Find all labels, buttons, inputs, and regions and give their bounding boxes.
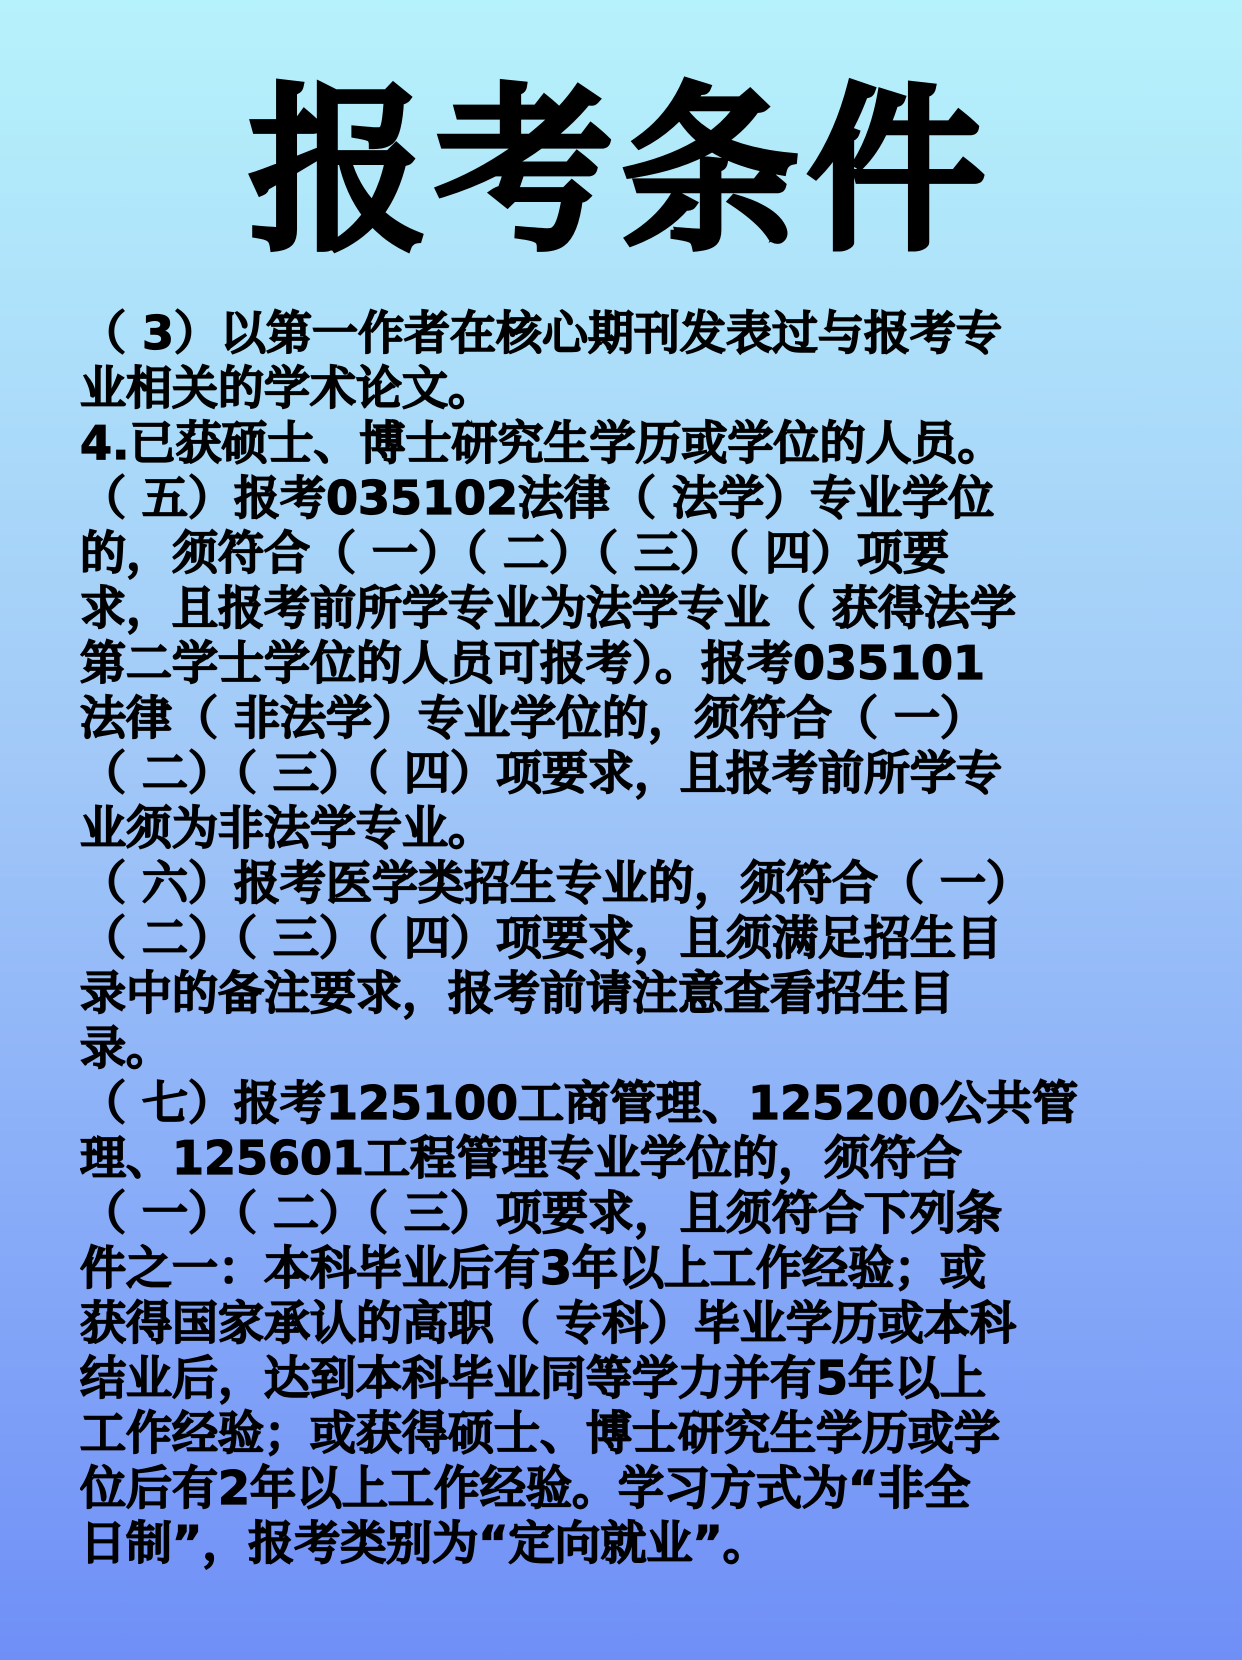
text-line: （ 七）报考125100工商管理、125200公共管	[80, 1076, 1079, 1130]
text-line: （ 一）（ 二）（ 三）项要求，且须符合下列条	[80, 1186, 1003, 1240]
text-line: 录。	[80, 1021, 172, 1075]
text-line: （ 二）（ 三）（ 四）项要求，且报考前所学专	[80, 746, 1003, 800]
text-line: 4.已获硕士、博士研究生学历或学位的人员。	[80, 416, 1004, 470]
text-line: 结业后，达到本科毕业同等学力并有5年以上	[80, 1351, 987, 1405]
text-line: 日制”，报考类别为“定向就业”。	[80, 1516, 769, 1570]
text-line: 求，且报考前所学专业为法学专业（ 获得法学	[80, 581, 1017, 635]
text-line: 业须为非法学专业。	[80, 801, 494, 855]
text-line: 录中的备注要求，报考前请注意查看招生目	[80, 966, 954, 1020]
text-line: （ 六）报考医学类招生专业的，须符合（ 一）	[80, 856, 1033, 910]
text-line: 业相关的学术论文。	[80, 361, 494, 415]
page-title: 报考条件	[249, 68, 993, 275]
text-line: （ 五）报考035102法律（ 法学）专业学位	[80, 471, 995, 525]
text-line: 工作经验；或获得硕士、博士研究生学历或学	[80, 1406, 1000, 1460]
text-line: 位后有2年以上工作经验。学习方式为“非全	[80, 1461, 971, 1515]
text-line: 的，须符合（ 一）（ 二）（ 三）（ 四）项要	[80, 526, 950, 580]
body-text	[80, 306, 1170, 1571]
text-line: 件之一：本科毕业后有3年以上工作经验；或	[80, 1241, 987, 1295]
text-line: 第二学士学位的人员可报考）。报考035101	[80, 636, 986, 690]
text-line: （ 3）以第一作者在核心期刊发表过与报考专	[80, 306, 1003, 360]
text-line: 理、125601工程管理专业学位的，须符合	[80, 1131, 963, 1185]
text-line: 法律（ 非法学）专业学位的，须符合（ 一）	[80, 691, 987, 745]
text-line: （ 二）（ 三）（ 四）项要求，且须满足招生目	[80, 911, 1003, 965]
text-line: 获得国家承认的高职（ 专科）毕业学历或本科	[80, 1296, 1017, 1350]
